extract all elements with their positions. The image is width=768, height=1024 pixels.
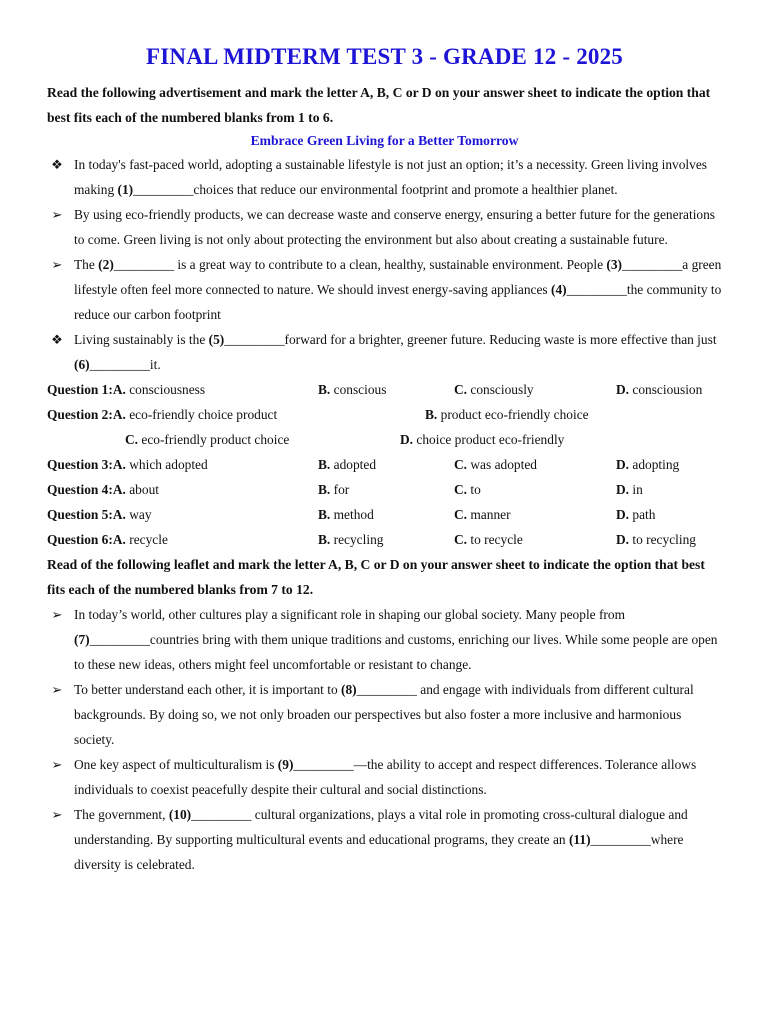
paragraph xyxy=(47,677,722,752)
option-a[interactable]: which adopted xyxy=(129,457,208,472)
option-a[interactable]: eco-friendly choice product xyxy=(129,407,278,422)
paragraph-text: In today's fast-paced world, adopting a sustainable lifestyle is not just an option; it’s a necessity. Green living involves making (1)_________choices that reduce our environmental footprint and promote a healthier planet. xyxy=(74,157,708,197)
question-4: Question 4:A. about B. for C. to D. in xyxy=(47,482,643,497)
question-2-cont: C. eco-friendly product choice D. choice product eco-friendly xyxy=(125,432,565,447)
arrow-bullet-icon: ➢ xyxy=(51,682,63,697)
question-1: Question 1:A. consciousness B. conscious C. consciously D. consciousion xyxy=(47,382,703,397)
section1-instruction: Read the following advertisement and mark the letter A, B, C or D on your answer sheet to indicate the option that best fits each of the numbered blanks from 1 to 6. xyxy=(47,85,711,125)
option-c[interactable]: consciously xyxy=(470,382,534,397)
question-label: Question 4: xyxy=(47,482,113,497)
question-2: Question 2:A. eco-friendly choice product B. product eco-friendly choice xyxy=(47,407,589,422)
arrow-bullet-icon: ➢ xyxy=(51,607,63,622)
blank-number: (1) xyxy=(117,182,134,197)
option-a[interactable]: consciousness xyxy=(129,382,206,397)
option-c[interactable]: manner xyxy=(470,507,511,522)
option-c[interactable]: to recycle xyxy=(470,532,523,547)
blank-number: (5) xyxy=(208,332,225,347)
advertisement-body xyxy=(47,152,722,377)
option-a[interactable]: recycle xyxy=(129,532,168,547)
option-a[interactable]: way xyxy=(129,507,152,522)
paragraph-text: To better understand each other, it is important to (8)_________ and engage with individuals from different cultural backgrounds. By doing so, we not only broaden our perspectives but also foster a more inclusive and harmonious society. xyxy=(74,682,694,747)
question-5: Question 5:A. way B. method C. manner D. path xyxy=(47,507,656,522)
arrow-bullet-icon: ➢ xyxy=(51,807,63,822)
paragraph xyxy=(47,152,722,202)
blank-number: (3) xyxy=(606,257,623,272)
option-c[interactable]: to xyxy=(470,482,481,497)
diamond-bullet-icon: ❖ xyxy=(51,332,63,347)
diamond-bullet-icon: ❖ xyxy=(51,157,63,172)
option-d[interactable]: to recycling xyxy=(632,532,696,547)
blank-number: (6) xyxy=(74,357,90,372)
option-b[interactable]: conscious xyxy=(333,382,387,397)
paragraph xyxy=(47,602,722,677)
paragraph-text: Living sustainably is the (5)_________forward for a brighter, greener future. Reducing waste is more effective than just (6)_________it. xyxy=(74,332,717,372)
question-label: Question 1: xyxy=(47,382,113,397)
paragraph xyxy=(47,202,722,252)
arrow-bullet-icon: ➢ xyxy=(51,257,63,272)
question-6: Question 6:A. recycle B. recycling C. to recycle D. to recycling xyxy=(47,532,696,547)
option-b[interactable]: product eco-friendly choice xyxy=(440,407,589,422)
paragraph xyxy=(47,802,722,877)
option-b[interactable]: method xyxy=(333,507,374,522)
option-b[interactable]: for xyxy=(333,482,350,497)
paragraph-text: One key aspect of multiculturalism is (9)_________—the ability to accept and respect differences. Tolerance allows individuals to coexist peacefully despite their cultural and social distinctions. xyxy=(74,757,697,797)
question-list xyxy=(47,377,722,552)
question-label: Question 6: xyxy=(47,532,113,547)
option-c[interactable]: eco-friendly product choice xyxy=(141,432,290,447)
blank-number: (4) xyxy=(550,282,567,297)
option-d[interactable]: consciousion xyxy=(632,382,703,397)
option-b[interactable]: adopted xyxy=(333,457,377,472)
advertisement-heading: Embrace Green Living for a Better Tomorrow xyxy=(250,133,519,148)
paragraph-text: In today’s world, other cultures play a significant role in shaping our global society. Many people from (7)_________countries bring with them unique traditions and customs, enriching our lives. While some people are open to these new ideas, others might feel uncomfortable or resistant to change. xyxy=(74,607,718,672)
paragraph xyxy=(47,752,722,802)
option-d[interactable]: in xyxy=(632,482,643,497)
option-d[interactable]: adopting xyxy=(632,457,680,472)
paragraph-text: By using eco-friendly products, we can decrease waste and conserve energy, ensuring a better future for the generations to come. Green living is not only about protecting the environment but also about creating a sustainable future. xyxy=(74,207,716,247)
blank-number: (7) xyxy=(74,632,90,647)
blank-number: (8) xyxy=(341,682,357,697)
page-title: FINAL MIDTERM TEST 3 - GRADE 12 - 2025 xyxy=(145,44,624,69)
section2-instruction: Read of the following leaflet and mark the letter A, B, C or D on your answer sheet to indicate the option that best fits each of the numbered blanks from 7 to 12. xyxy=(47,557,705,597)
arrow-bullet-icon: ➢ xyxy=(51,207,63,222)
question-label: Question 5: xyxy=(47,507,113,522)
paragraph xyxy=(47,327,722,377)
blank-number: (9) xyxy=(277,757,294,772)
option-a[interactable]: about xyxy=(129,482,159,497)
option-d[interactable]: path xyxy=(632,507,656,522)
question-label: Question 3: xyxy=(47,457,113,472)
option-d[interactable]: choice product eco-friendly xyxy=(416,432,565,447)
blank-number: (2) xyxy=(98,257,114,272)
leaflet-body xyxy=(47,602,722,877)
paragraph-text: The (2)_________ is a great way to contribute to a clean, healthy, sustainable environment. People (3)_________a green lifestyle often feel more connected to nature. We should invest energy-saving appliances (4)_________the community to reduce our carbon footprint xyxy=(74,257,722,322)
question-label: Question 2: xyxy=(47,407,113,422)
paragraph-text: The government, (10)_________ cultural organizations, plays a vital role in promoting cross-cultural dialogue and understanding. By supporting multicultural events and educational programs, they create an (11)_________where diversity is celebrated. xyxy=(74,807,688,872)
option-b[interactable]: recycling xyxy=(333,532,384,547)
blank-number: (10) xyxy=(168,807,192,822)
blank-number: (11) xyxy=(568,832,591,847)
question-3: Question 3:A. which adopted B. adopted C. was adopted D. adopting xyxy=(47,457,680,472)
arrow-bullet-icon: ➢ xyxy=(51,757,63,772)
paragraph xyxy=(47,252,722,327)
option-c[interactable]: was adopted xyxy=(470,457,537,472)
